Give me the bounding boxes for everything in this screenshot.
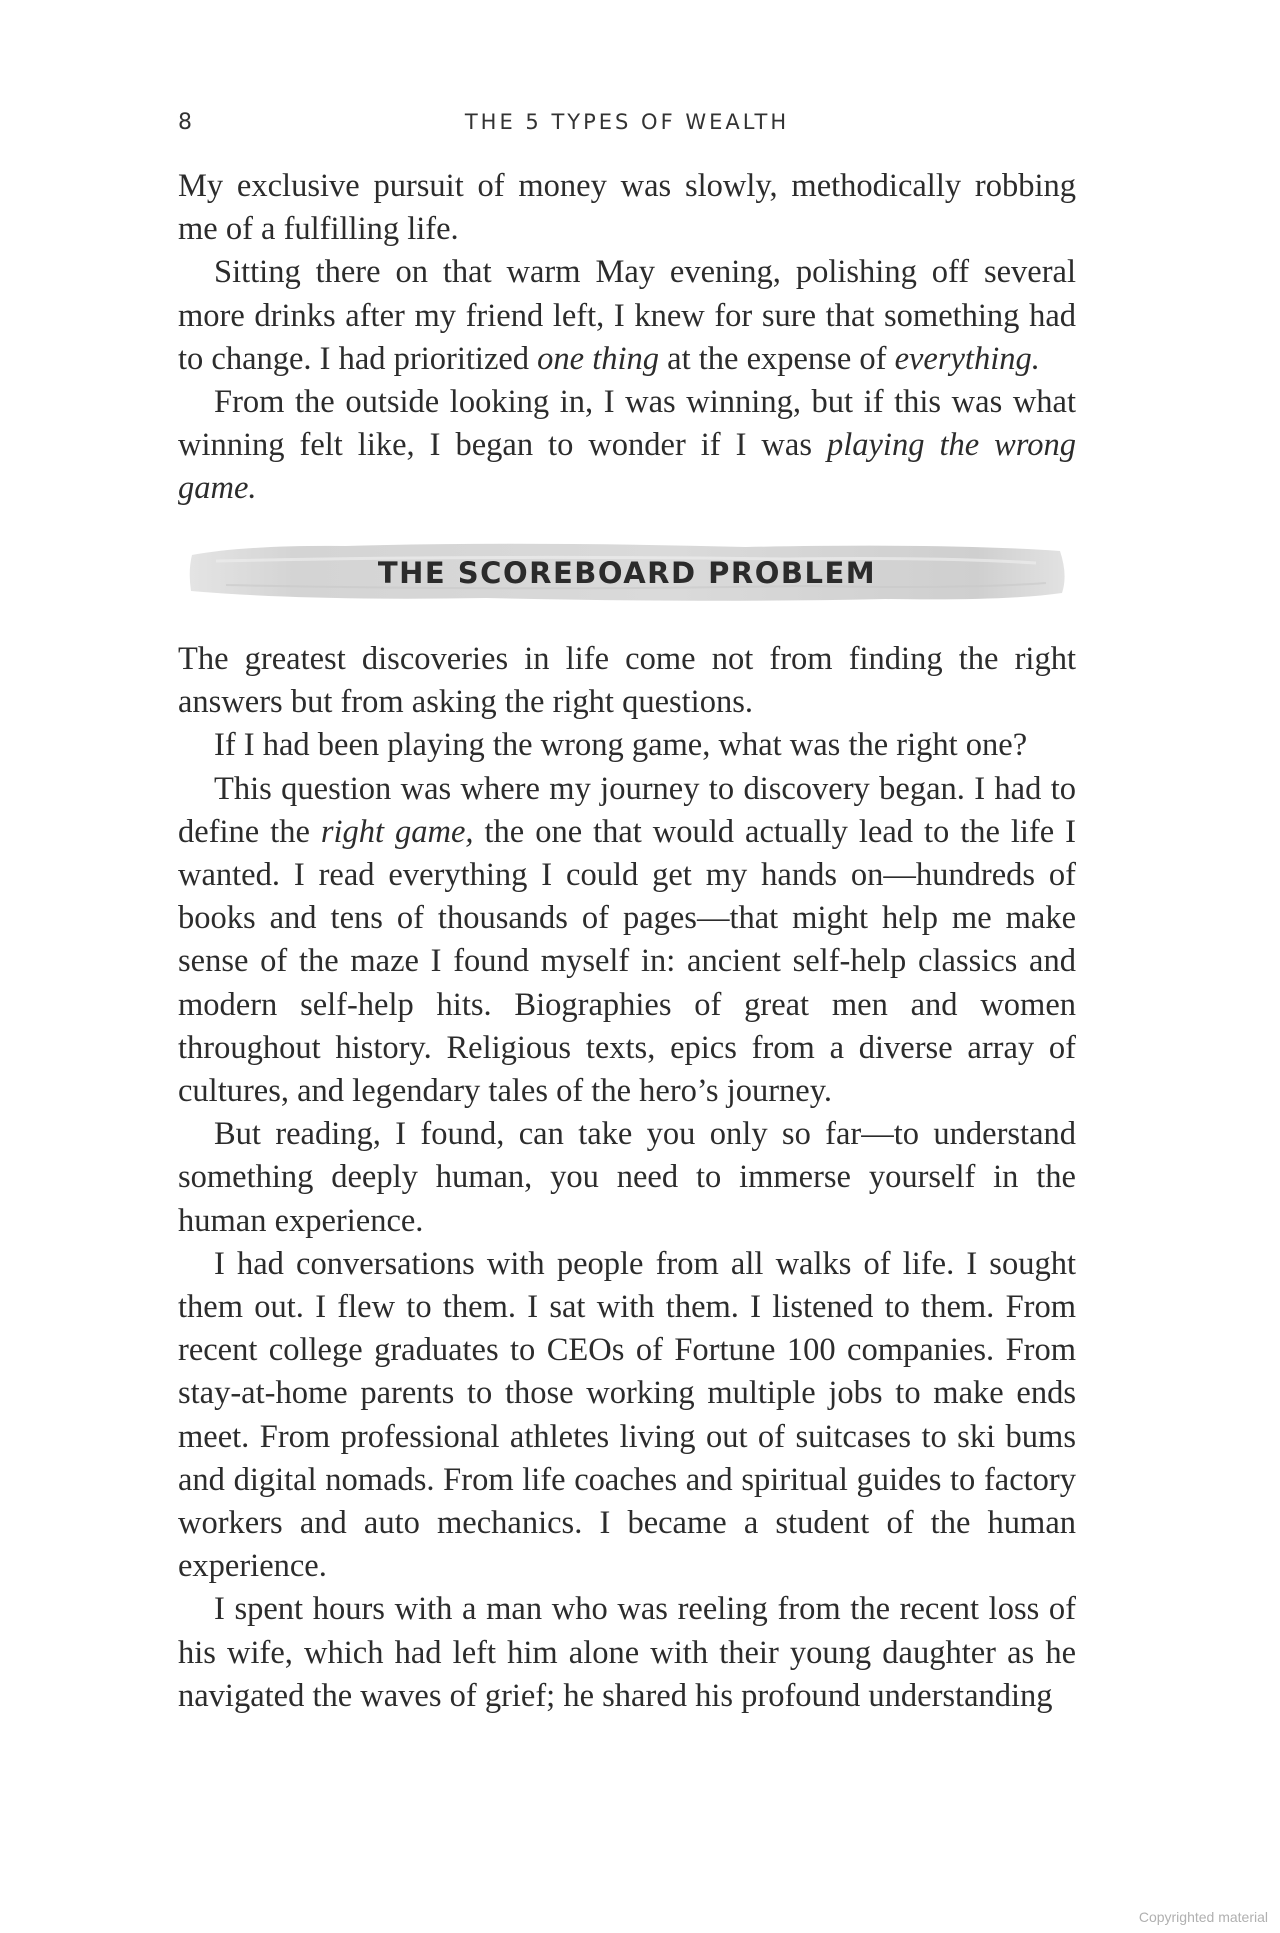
paragraph [178, 251, 1076, 381]
text-segment: My exclusive pursuit of money was slowly, methodically robbing me of a fulfilling life. [178, 168, 1076, 248]
text-segment: If I had been playing the wrong game, what was the right one? [214, 727, 1028, 764]
paragraph [178, 1243, 1076, 1589]
text-segment: Sitting there on that warm May evening, polishing off several more drinks after my friend left, I knew for sure that something had to change. I had prioritized [178, 254, 1076, 377]
italic-text: playing the wrong game. [178, 427, 1077, 507]
text-segment: From the outside looking in, I was winning, but if this was what winning felt like, I began to wonder if I was [178, 384, 1076, 464]
paragraph [178, 724, 1076, 767]
paragraph [178, 638, 1076, 724]
page-number: 8 [178, 110, 193, 135]
text-segment: at the expense of [659, 340, 895, 377]
text-segment: This question was where my journey to discovery began. I had to define the [178, 770, 1076, 850]
text-segment: I spent hours with a man who was reeling from the recent loss of his wife, which had left him alone with their young daughter as he navigated the waves of grief; he shared his profound understanding [178, 1591, 1076, 1714]
copyright-watermark: Copyrighted material [1138, 1909, 1268, 1925]
italic-text: everything. [894, 340, 1040, 377]
section-title: THE SCOREBOARD PROBLEM [377, 556, 877, 590]
paragraph [178, 381, 1076, 511]
text-segment: But reading, I found, can take you only so far—to understand something deeply human, you need to immerse yourself in the human experience. [178, 1116, 1076, 1239]
section-heading [186, 541, 1068, 603]
intro-text [178, 165, 1076, 511]
text-segment: The greatest discoveries in life come not from finding the right answers but from asking the right questions. [178, 641, 1076, 721]
main-text [178, 638, 1076, 1718]
paragraph [178, 1588, 1076, 1718]
italic-text: one thing [537, 340, 660, 377]
running-title: THE 5 TYPES OF WEALTH [464, 110, 790, 134]
italic-text: right game, [320, 813, 474, 850]
paragraph [178, 165, 1076, 251]
page-header [178, 110, 1076, 140]
paragraph [178, 768, 1076, 1114]
text-segment: I had conversations with people from all walks of life. I sought them out. I flew to them. I sat with them. I listened to them. From recent college graduates to CEOs of Fortune 100 companies. From stay-at-home parents to those working multiple jobs to make ends meet. From professional athletes living out of suitcases to ski bums and digital nomads. From life coaches and spiritual guides to factory workers and auto mechanics. I became a student of the human experience. [178, 1245, 1076, 1585]
paragraph [178, 1113, 1076, 1243]
text-segment: the one that would actually lead to the life I wanted. I read everything I could get my hands on—hundreds of books and tens of thousands of pages—that might help me make sense of the maze I found myself in: ancient self-help classics and modern self-help hits. Biographies of great men and women throughout history. Religious texts, epics from a diverse array of cultures, and legendary tales of the hero’s journey. [178, 813, 1076, 1110]
